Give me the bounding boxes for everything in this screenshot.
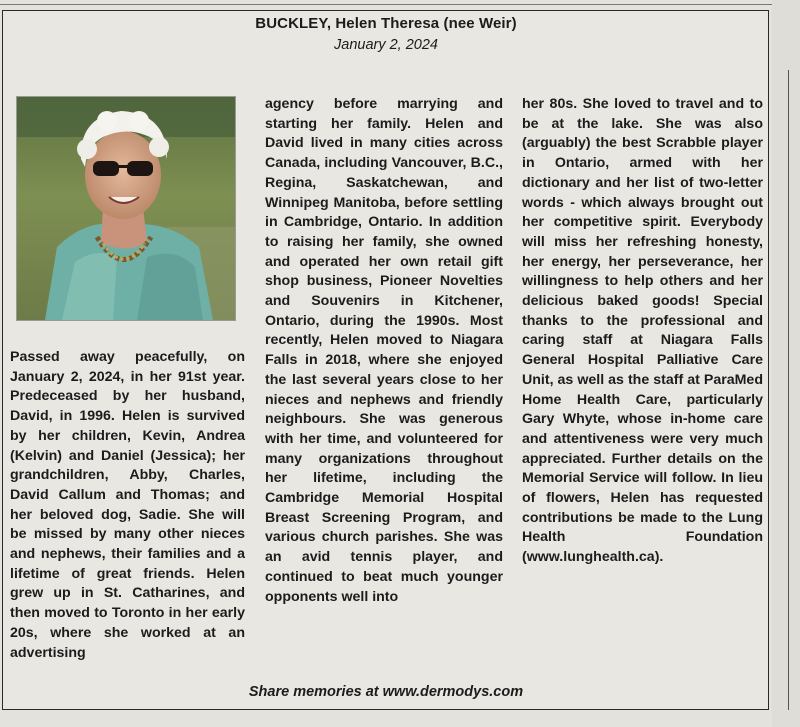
page-top-rule: [0, 4, 800, 5]
obituary-column-1: Passed away peacefully, on January 2, 2024, in her 91st year. Predeceased by her husband, David, in 1996. Helen is survived by her children, Kevin, Andrea (Kelvin) and Daniel (Jessica); her grandchildren, Abby, Charles, David Callum and Thomas; and her beloved dog, Sadie. She will be missed by many other nieces and nephews, their families and a lifetime of great friends. Helen grew up in St. Catharines, and then moved to Toronto in her early 20s, where she worked at an advertising: [10, 349, 245, 661]
share-memories-footer: Share memories at www.dermodys.com: [248, 684, 524, 700]
portrait-photo: [16, 96, 236, 321]
column-divider: [788, 70, 789, 710]
obituary-title: BUCKLEY, Helen Theresa (nee Weir): [255, 15, 517, 32]
portrait-illustration: [17, 97, 235, 320]
obituary-column-3: her 80s. She loved to travel and to be at the lake. She was also (arguably) the best Scrabble player in Ontario, armed with her dictionary and her list of two-letter words - which always brought out her competitive spirit. Everybody will miss her refreshing honesty, her energy, her perseverance, her willingness to help others and her delicious baked goods! Special thanks to the professional and caring staff at Niagara Falls General Hospital Palliative Care Unit, as well as the staff at ParaMed Home Health Care, particularly Gary Whyte, whose in-home care and attentiveness were very much appreciated. Further details on the Memorial Service will follow. In lieu of flowers, Helen has requested contributions be made to the Lung Health Foundation (www.lunghealth.ca).: [522, 96, 763, 566]
obituary-date: January 2, 2024: [334, 37, 438, 53]
adjacent-page-edge: [772, 0, 800, 727]
obituary-column-2: agency before marrying and starting her family. Helen and David lived in many cities across Canada, including Vancouver, B.C., Regina, Saskatchewan, and Winnipeg Manitoba, before settling in Cambridge, Ontario. In addition to raising her family, she owned and operated her own retail gift shop business, Pioneer Novelties and Souvenirs in Kitchener, Ontario, during the 1990s. Most recently, Helen moved to Niagara Falls in 2018, where she enjoyed the last several years close to her nieces and nephews and friendly neighbours. She was generous with her time, and volunteered for many organizations throughout her lifetime, including the Cambridge Memorial Hospital Breast Screening Program, and various church parishes. She was an avid tennis player, and continued to beat much younger opponents well into: [265, 96, 503, 605]
